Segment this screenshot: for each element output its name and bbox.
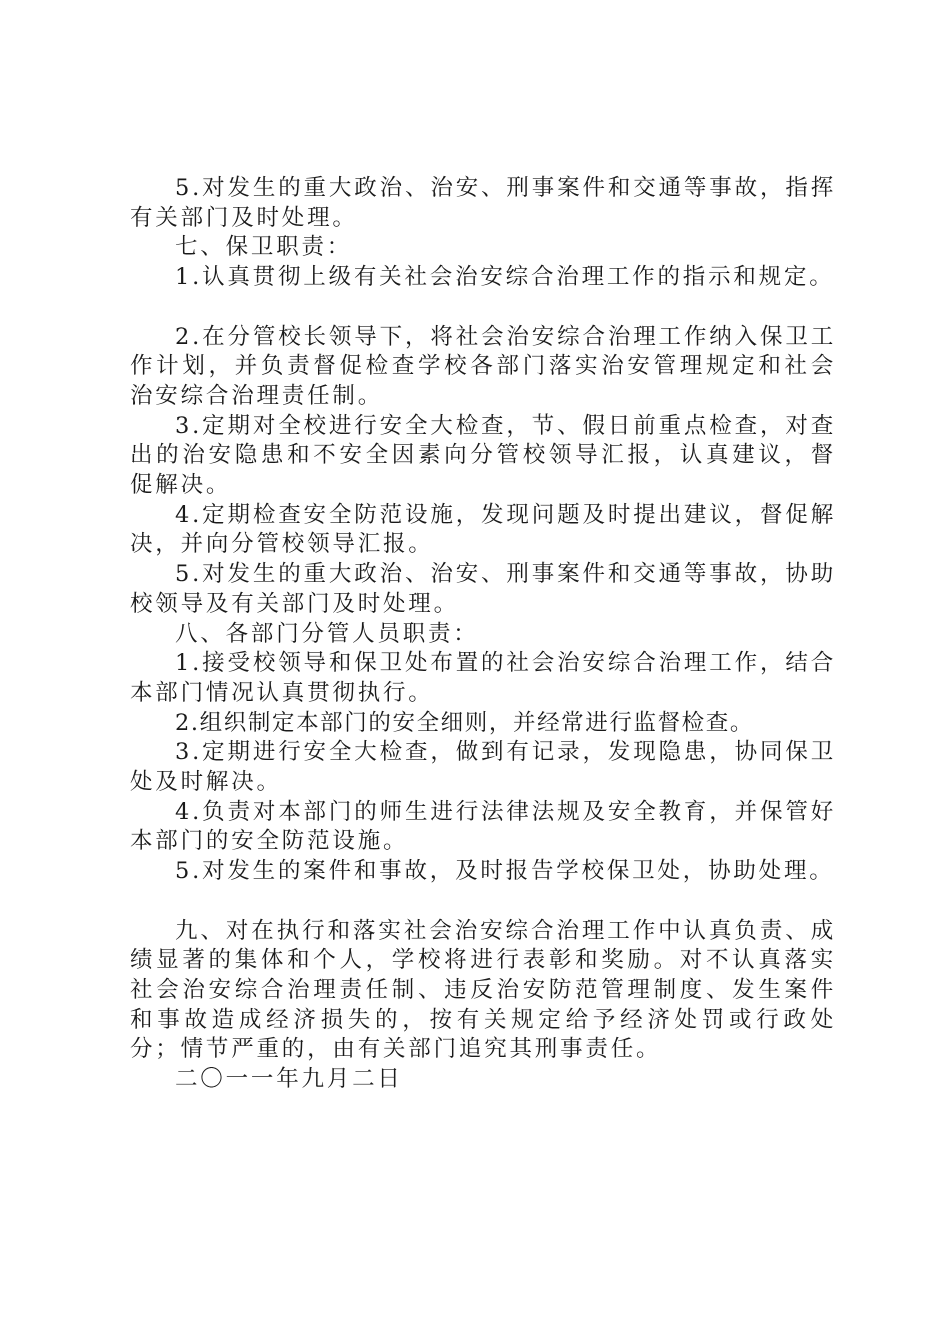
document-date: 二〇一一年九月二日 xyxy=(175,1066,403,1093)
section-heading-department-duties: 八、各部门分管人员职责： xyxy=(175,620,479,647)
paragraph-security-item-4: 4.定期检查安全防范设施，发现问题及时提出建议，督促解决，并向分管校领导汇报。 xyxy=(130,501,836,558)
paragraph-department-item-5: 5.对发生的案件和事故，及时报告学校保卫处，协助处理。 xyxy=(175,858,835,885)
document-body xyxy=(130,174,836,1095)
paragraph-item-5-command: 5.对发生的重大政治、治安、刑事案件和交通等事故，指挥有关部门及时处理。 xyxy=(130,175,836,231)
section-paragraph-rewards-penalties: 九、对在执行和落实社会治安综合治理工作中认真负责、成绩显著的集体和个人，学校将进行表彰和奖励。对不认真落实社会治安综合治理责任制、违反治安防范管理制度、发生案件和事故造成经济损失的，按有关规定给予经济处罚或行政处分；情节严重的，由有关部门追究其刑事责任。 xyxy=(130,917,836,1063)
paragraph-security-item-3: 3.定期对全校进行安全大检查，节、假日前重点检查，对查出的治安隐患和不安全因素向分管校领导汇报，认真建议，督促解决。 xyxy=(130,412,836,499)
paragraph-department-item-4: 4.负责对本部门的师生进行法律法规及安全教育，并保管好本部门的安全防范设施。 xyxy=(130,798,836,855)
paragraph-department-item-2: 2.组织制定本部门的安全细则，并经常进行监督检查。 xyxy=(175,709,754,736)
paragraph-department-item-3: 3.定期进行安全大检查，做到有记录，发现隐患，协同保卫处及时解决。 xyxy=(130,739,836,796)
paragraph-security-item-2: 2.在分管校长领导下，将社会治安综合治理工作纳入保卫工作计划，并负责督促检查学校各部门落实治安管理规定和社会治安综合治理责任制。 xyxy=(130,323,836,409)
paragraph-security-item-1: 1.认真贯彻上级有关社会治安综合治理工作的指示和规定。 xyxy=(175,264,835,291)
paragraph-security-item-5: 5.对发生的重大政治、治安、刑事案件和交通等事故，协助校领导及有关部门及时处理。 xyxy=(130,561,836,617)
paragraph-department-item-1: 1.接受校领导和保卫处布置的社会治安综合治理工作，结合本部门情况认真贯彻执行。 xyxy=(130,650,836,706)
section-heading-security-duties: 七、保卫职责： xyxy=(175,234,353,261)
